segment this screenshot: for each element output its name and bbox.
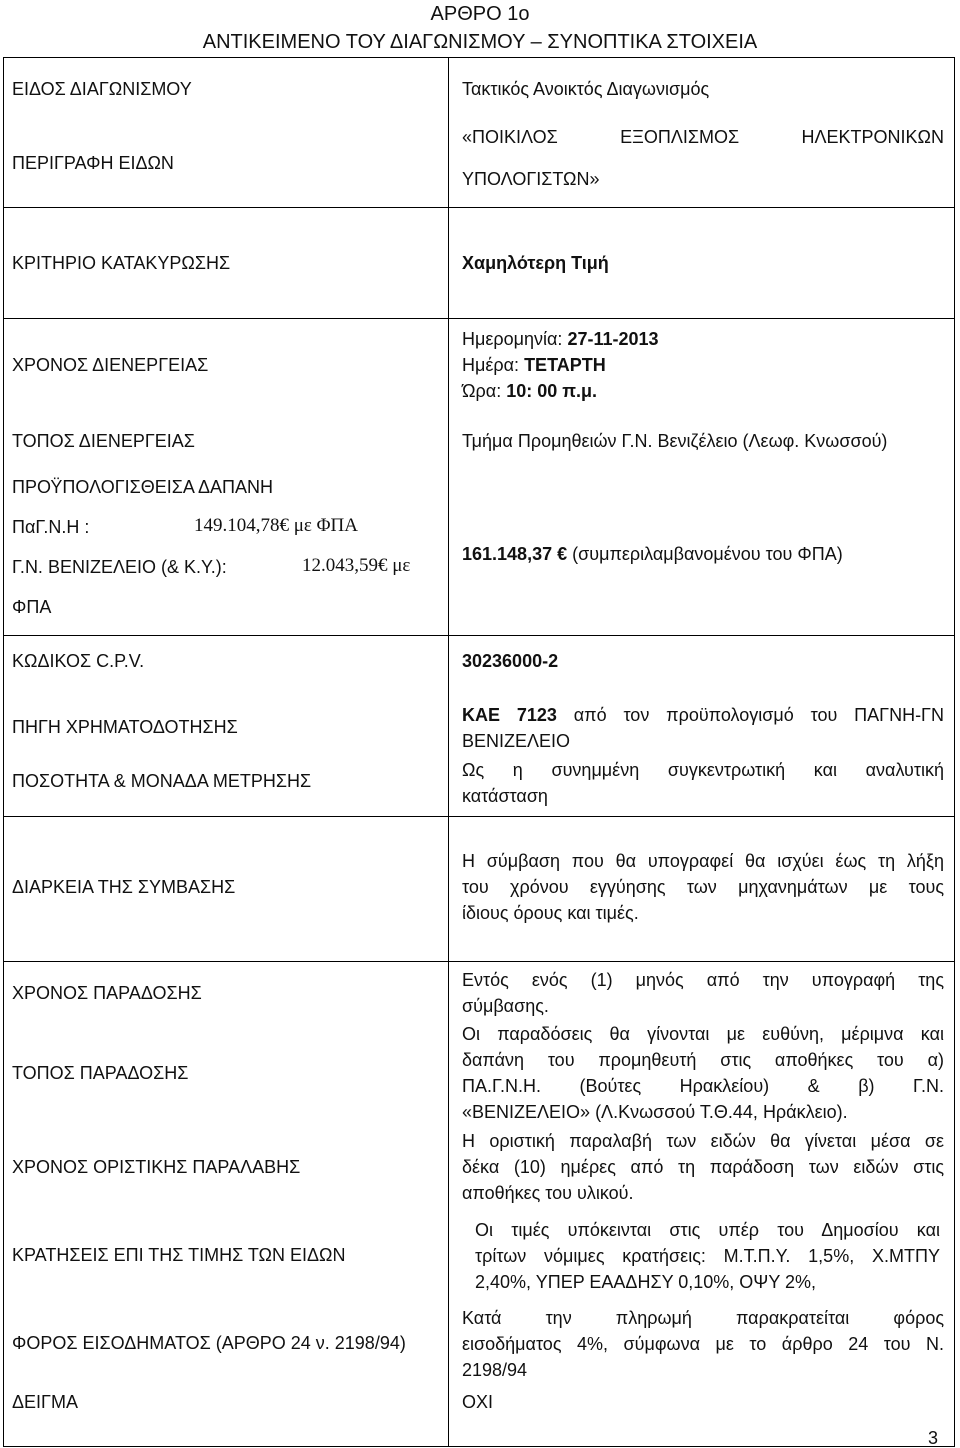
deductions-label: ΚΡΑΤΗΣΕΙΣ ΕΠΙ ΤΗΣ ΤΙΜΗΣ ΤΩΝ ΕΙΔΩΝ: [12, 1245, 346, 1265]
deductions-value-line3: 2,40%, ΥΠΕΡ ΕΑΑΔΗΣΥ 0,10%, ΟΨΥ 2%,: [475, 1272, 817, 1292]
description-value-line1: «ΠΟΙΚΙΛΟΣ ΕΞΟΠΛΙΣΜΟΣ ΗΛΕΚΤΡΟΝΙΚΩΝ: [462, 127, 944, 147]
row-divider: [3, 961, 955, 962]
row-divider: [3, 635, 955, 636]
quantity-value-line1: Ως η συνημμένη συγκεντρωτική και αναλυτική: [462, 760, 944, 780]
award-criterion-label: ΚΡΙΤΗΡΙΟ ΚΑΤΑΚΥΡΩΣΗΣ: [12, 253, 231, 273]
delivery-place-label: ΤΟΠΟΣ ΠΑΡΑΔΟΣΗΣ: [12, 1063, 189, 1083]
funding-kae: ΚΑΕ 7123: [462, 705, 557, 725]
hour-value: 10: 00 π.μ.: [506, 381, 598, 401]
cpv-label: ΚΩΔΙΚΟΣ C.P.V.: [12, 651, 145, 671]
delivery-place-value-line1: Οι παραδόσεις θα γίνονται με ευθύνη, μέριμνα και: [462, 1024, 944, 1044]
income-tax-value-line1: Κατά την πληρωμή παρακρατείται φόρος: [462, 1308, 944, 1328]
award-criterion-value: Χαμηλότερη Τιμή: [462, 253, 609, 273]
duration-value-line2: του χρόνου εγγύησης των μηχανημάτων με τους: [462, 877, 944, 897]
income-tax-label: ΦΟΡΟΣ ΕΙΣΟΔΗΜΑΤΟΣ (ΑΡΘΡΟ 24 ν. 2198/94): [12, 1333, 406, 1353]
place-label: ΤΟΠΟΣ ΔΙΕΝΕΡΓΕΙΑΣ: [12, 431, 195, 451]
budget-total-note: (συμπεριλαμβανομένου του ΦΠΑ): [572, 544, 843, 564]
hour-label: Ώρα:: [462, 381, 502, 401]
final-receipt-value-line1: Η οριστική παραλαβή των ειδών θα γίνεται μέσα σε: [462, 1131, 944, 1151]
duration-value-line3: ίδιους όρους και τιμές.: [462, 903, 639, 923]
delivery-place-value-line3: ΠΑ.Γ.Ν.Η. (Βούτες Ηρακλείου) & β) Γ.Ν.: [462, 1076, 944, 1096]
delivery-place-value-line2: δαπάνη του προμηθευτή στις αποθήκες του α): [462, 1050, 944, 1070]
budget-total-value: 161.148,37 €: [462, 544, 568, 564]
cpv-value: 30236000-2: [462, 651, 559, 671]
duration-value-line1: Η σύμβαση που θα υπογραφεί θα ισχύει έως τη λήξη: [462, 851, 944, 871]
budget-total-line: [462, 541, 944, 567]
day-line: [462, 352, 944, 378]
budget-item2-tail: ΦΠΑ: [12, 597, 52, 617]
budget-item2-value: 12.043,59€ με: [302, 555, 411, 576]
delivery-time-value-line1: Εντός ενός (1) μηνός από την υπογραφή της: [462, 970, 944, 990]
row-divider: [3, 318, 955, 319]
place-value: Τμήμα Προμηθειών Γ.Ν. Βενιζέλειο (Λεωφ. Κνωσσού): [462, 431, 888, 451]
description-label: ΠΕΡΙΓΡΑΦΗ ΕΙΔΩΝ: [12, 153, 174, 173]
date-value: 27-11-2013: [567, 329, 659, 349]
final-receipt-label: ΧΡΟΝΟΣ ΟΡΙΣΤΙΚΗΣ ΠΑΡΑΛΑΒΗΣ: [12, 1157, 301, 1177]
row-divider: [3, 816, 955, 817]
funding-rest: από τον προϋπολογισμό του ΠΑΓΝΗ-ΓΝ: [573, 705, 944, 725]
row-divider: [3, 207, 955, 208]
description-value-line2: ΥΠΟΛΟΓΙΣΤΩΝ»: [462, 169, 600, 189]
day-label: Ημέρα:: [462, 355, 520, 375]
budget-item2-label: Γ.Ν. ΒΕΝΙΖΕΛΕΙΟ (& Κ.Υ.):: [12, 557, 227, 577]
time-label: ΧΡΟΝΟΣ ΔΙΕΝΕΡΓΕΙΑΣ: [12, 355, 209, 375]
final-receipt-value-line3: αποθήκες του υλικού.: [462, 1183, 634, 1203]
tender-type-label: ΕΙΔΟΣ ΔΙΑΓΩΝΙΣΜΟΥ: [12, 79, 192, 99]
delivery-place-value-line4: «ΒΕΝΙΖΕΛΕΙΟ» (Λ.Κνωσσού Τ.Θ.44, Ηράκλειο).: [462, 1102, 848, 1122]
funding-label: ΠΗΓΗ ΧΡΗΜΑΤΟΔΟΤΗΣΗΣ: [12, 717, 238, 737]
sample-label: ΔΕΙΓΜΑ: [12, 1392, 78, 1412]
date-label: Ημερομηνία:: [462, 329, 563, 349]
sample-value: ΟΧΙ: [462, 1392, 494, 1412]
deductions-value-line1: Οι τιμές υπόκεινται στις υπέρ του Δημοσίου και: [475, 1220, 940, 1240]
income-tax-value-line3: 2198/94: [462, 1360, 528, 1380]
article-subtitle: ΑΝΤΙΚΕΙΜΕΝΟ ΤΟΥ ΔΙΑΓΩΝΙΣΜΟΥ – ΣΥΝΟΠΤΙΚΑ ΣΤΟΙΧΕΙΑ: [202, 31, 758, 53]
final-receipt-value-line2: δέκα (10) ημέρες από τη παράδοση των ειδών στις: [462, 1157, 944, 1177]
hour-line: [462, 378, 944, 404]
budget-item1-value: 149.104,78€ με ΦΠΑ: [194, 515, 358, 536]
page-number: 3: [928, 1428, 939, 1448]
budget-item1-label: ΠαΓ.Ν.Η :: [12, 517, 90, 537]
funding-value-line1: [462, 702, 944, 728]
delivery-time-value-line2: σύμβασης.: [462, 996, 549, 1016]
date-line: [462, 326, 944, 352]
article-title: ΑΡΘΡΟ 1ο: [430, 3, 530, 25]
income-tax-value-line2: εισοδήματος 4%, σύμφωνα με το άρθρο 24 του Ν.: [462, 1334, 944, 1354]
deductions-value-line2: τρίτων νόμιμες κρατήσεις: Μ.Τ.Π.Υ. 1,5%, Χ.ΜΤΠΥ: [475, 1246, 940, 1266]
quantity-label: ΠΟΣΟΤΗΤΑ & ΜΟΝΑΔΑ ΜΕΤΡΗΣΗΣ: [12, 771, 312, 791]
day-value: ΤΕΤΑΡΤΗ: [524, 355, 606, 375]
budget-label: ΠΡΟΫΠΟΛΟΓΙΣΘΕΙΣΑ ΔΑΠΑΝΗ: [12, 477, 273, 497]
column-divider: [448, 57, 449, 1447]
quantity-value-line2: κατάσταση: [462, 786, 548, 806]
delivery-time-label: ΧΡΟΝΟΣ ΠΑΡΑΔΟΣΗΣ: [12, 983, 202, 1003]
duration-label: ΔΙΑΡΚΕΙΑ ΤΗΣ ΣΥΜΒΑΣΗΣ: [12, 877, 236, 897]
tender-type-value: Τακτικός Ανοικτός Διαγωνισμός: [462, 79, 710, 99]
funding-value-line2: ΒΕΝΙΖΕΛΕΙΟ: [462, 731, 571, 751]
